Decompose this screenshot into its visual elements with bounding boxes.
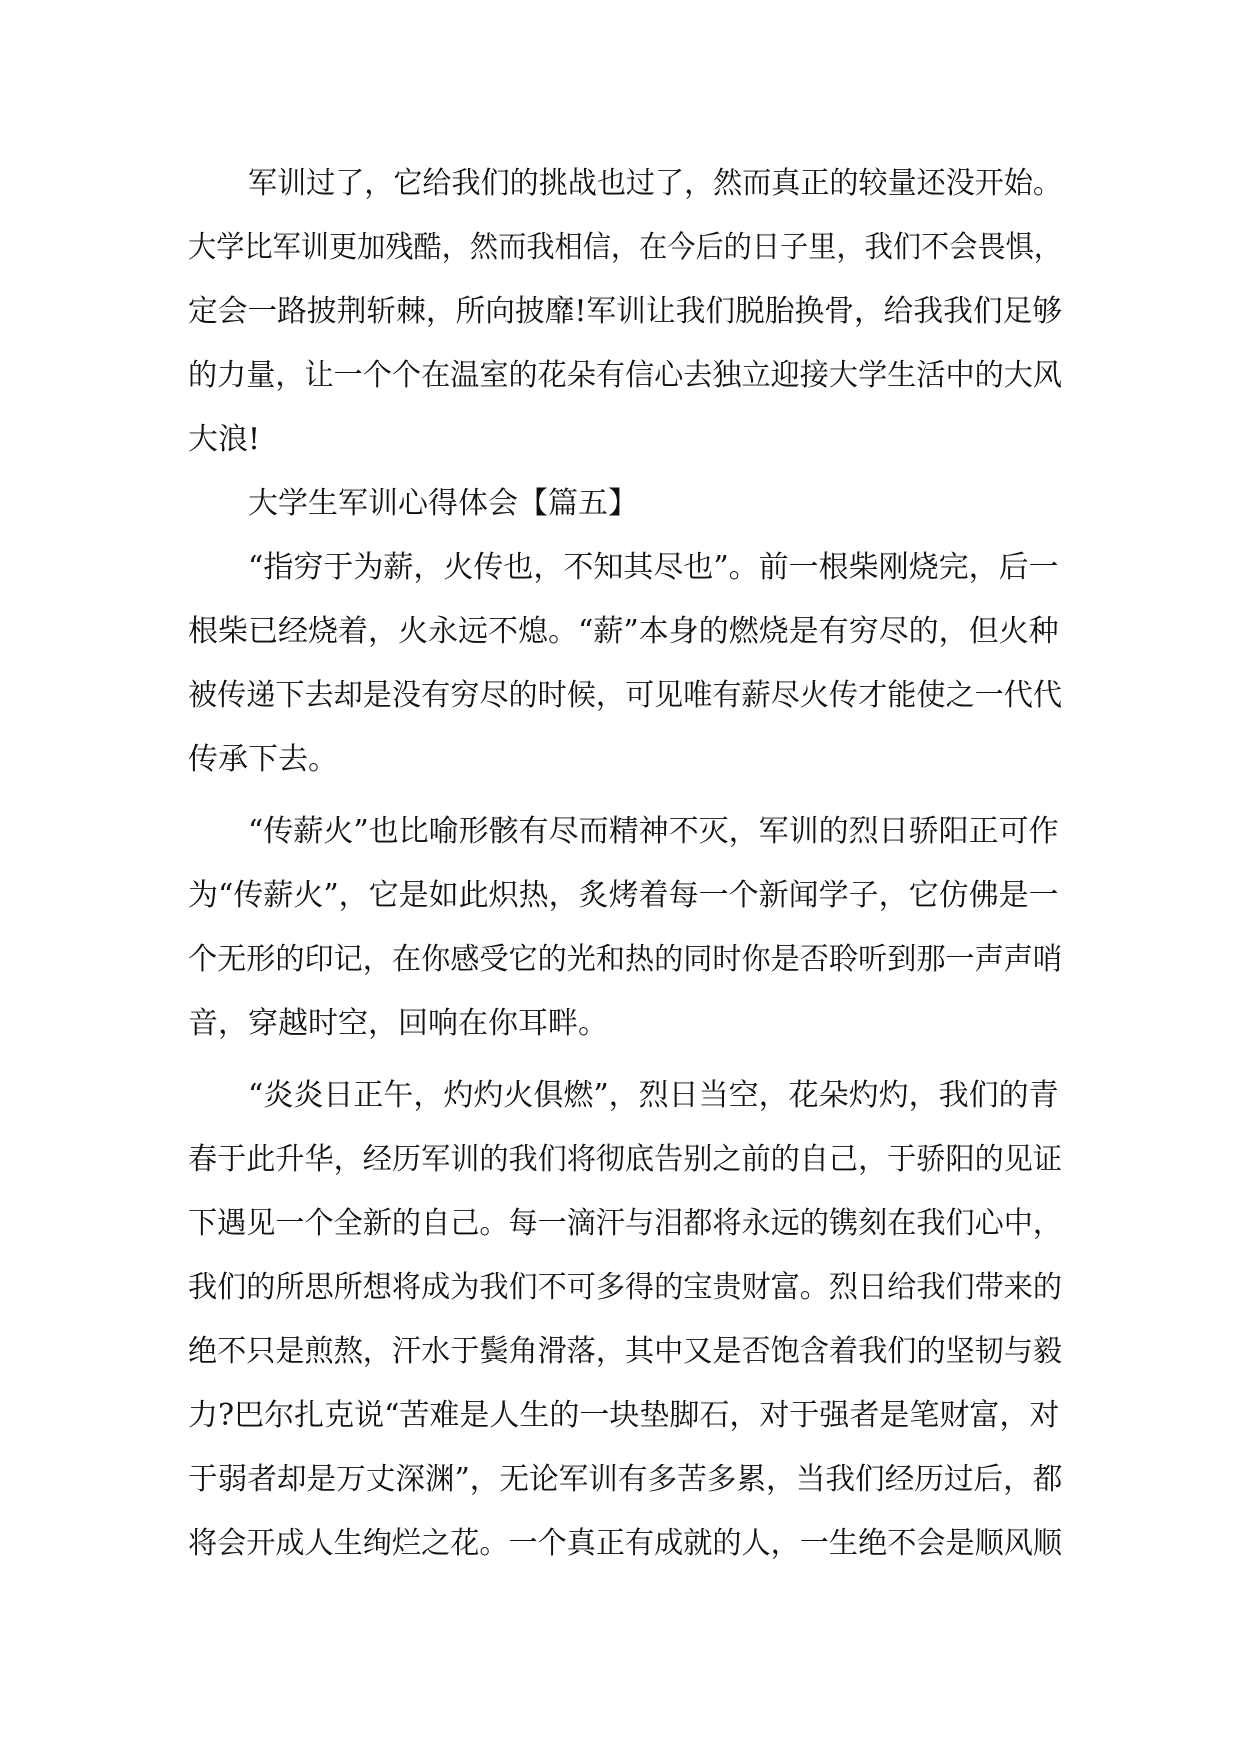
paragraph-line: 传承下去。	[188, 742, 338, 777]
paragraph-line: “传薪火”也比喻形骸有尽而精神不灭，军训的烈日骄阳正可作	[248, 814, 1059, 849]
paragraph-line: 大学比军训更加残酷，然而我相信，在今后的日子里，我们不会畏惧，	[188, 230, 1062, 265]
paragraph-line: “炎炎日正午，灼灼火俱燃”，烈日当空，花朵灼灼，我们的青	[248, 1078, 1059, 1113]
paragraph-line: 的力量，让一个个在温室的花朵有信心去独立迎接大学生活中的大风	[188, 358, 1062, 393]
paragraph-line: 我们的所思所想将成为我们不可多得的宝贵财富。烈日给我们带来的	[188, 1270, 1062, 1305]
paragraph-line: 个无形的印记，在你感受它的光和热的同时你是否聆听到那一声声哨	[188, 942, 1062, 977]
paragraph-line: 下遇见一个全新的自己。每一滴汗与泪都将永远的镌刻在我们心中，	[188, 1206, 1062, 1241]
paragraph-line: 将会开成人生绚烂之花。一个真正有成就的人，一生绝不会是顺风顺	[188, 1526, 1062, 1561]
paragraph-line: 军训过了，它给我们的挑战也过了，然而真正的较量还没开始。	[248, 166, 1062, 201]
paragraph-line: 音，穿越时空，回响在你耳畔。	[188, 1006, 608, 1041]
paragraph-line: 绝不只是煎熬，汗水于鬓角滑落，其中又是否饱含着我们的坚韧与毅	[188, 1334, 1062, 1369]
paragraph-line: 为“传薪火”，它是如此炽热，炙烤着每一个新闻学子，它仿佛是一	[188, 878, 1059, 913]
paragraph-line: 力?巴尔扎克说“苦难是人生的一块垫脚石，对于强者是笔财富，对	[188, 1398, 1060, 1433]
paragraph-line: 大浪!	[188, 422, 261, 457]
paragraph-line: “指穷于为薪，火传也，不知其尽也”。前一根柴刚烧完，后一	[248, 550, 1059, 585]
paragraph-line: 春于此升华，经历军训的我们将彻底告别之前的自己，于骄阳的见证	[188, 1142, 1062, 1177]
paragraph-line: 根柴已经烧着，火永远不熄。“薪”本身的燃烧是有穷尽的，但火种	[188, 614, 1059, 649]
paragraph-line: 于弱者却是万丈深渊”，无论军训有多苦多累，当我们经历过后，都	[188, 1462, 1063, 1497]
paragraph-line: 定会一路披荆斩棘，所向披靡!军训让我们脱胎换骨，给我我们足够	[188, 294, 1063, 329]
section-heading: 大学生军训心得体会【篇五】	[248, 486, 638, 521]
paragraph-line: 被传递下去却是没有穷尽的时候，可见唯有薪尽火传才能使之一代代	[188, 678, 1062, 713]
